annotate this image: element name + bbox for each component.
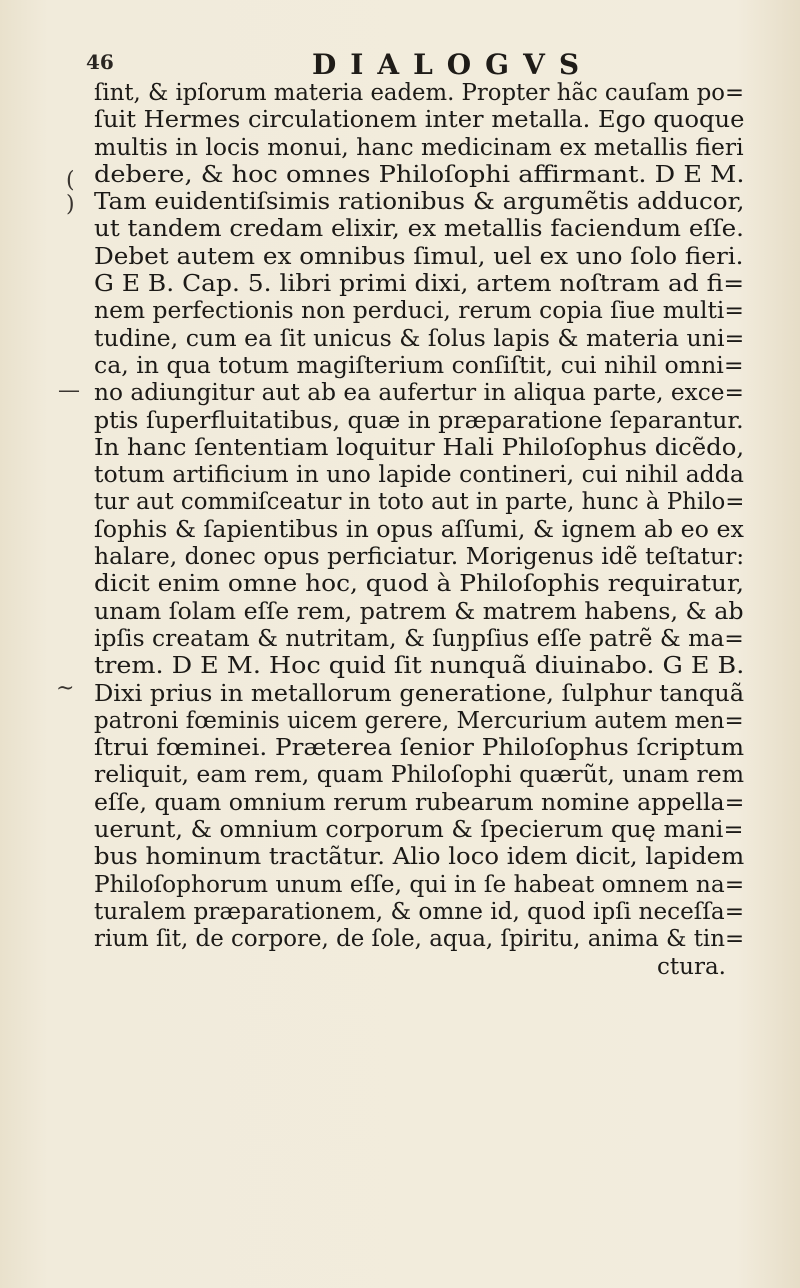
text-line: uerunt, & omnium corporum & ſpecierum quę mani=	[94, 817, 744, 844]
text-line: Dixi prius in metallorum generatione, ſulphur tanquã	[94, 680, 745, 707]
text-line: tur aut commiſceatur in toto aut in parte, hunc à Philo=	[94, 489, 745, 516]
text-line: nem perfectionis non perduci, rerum copia ſiue multi=	[94, 298, 744, 325]
text-line: G E B. Cap. 5. libri primi dixi, artem noſtram ad fi=	[94, 271, 745, 298]
text-line: Philoſophorum unum eſſe, qui in ſe habeat omnem na=	[94, 871, 745, 898]
running-head: DIALOGVS	[312, 48, 594, 81]
text-line: eſſe, quam omnium rerum rubearum nomine appella=	[94, 789, 745, 816]
text-line: trem. D E M. Hoc quid ſit nunquã diuinabo. G E B.	[94, 653, 745, 680]
page-number: 46	[86, 50, 114, 74]
body-text	[94, 80, 744, 981]
text-line: ſuit Hermes circulationem inter metalla. Ego quoque	[94, 107, 745, 134]
catchword: ctura.	[657, 953, 726, 980]
text-line: ſint, & ipſorum materia eadem. Propter hãc cauſam po=	[94, 80, 745, 106]
text-line: tudine, cum ea ſit unicus & ſolus lapis & materia uni=	[94, 325, 745, 352]
margin-bracket-open: (	[66, 168, 75, 193]
text-line: rium ſit, de corpore, de ſole, aqua, ſpiritu, anima & tin=	[94, 926, 745, 953]
text-line: no adiungitur aut ab ea aufertur in aliqua parte, exce=	[94, 380, 745, 407]
text-line: ſtrui fœminei. Præterea ſenior Philoſophus ſcriptum	[94, 735, 745, 762]
text-line: ut tandem credam elixir, ex metallis faciendum eſſe.	[94, 216, 744, 243]
text-line: Debet autem ex omnibus ſimul, uel ex uno ſolo fieri.	[94, 243, 744, 270]
text-line: ptis ſuperfluitatibus, quæ in præparatione ſeparantur.	[94, 407, 744, 434]
text-line: debere, & hoc omnes Philoſophi affirmant. D E M.	[94, 161, 745, 188]
text-line: turalem præparationem, & omne id, quod ipſi neceſſa=	[94, 898, 745, 925]
text-line: totum artificium in uno lapide contineri, cui nihil adda	[94, 462, 744, 489]
margin-dash: —	[58, 378, 80, 403]
text-line: patroni fœminis uicem gerere, Mercurium autem men=	[94, 707, 744, 734]
text-line: ipſis creatam & nutritam, & ſuŋpſius eſſe patrẽ & ma=	[94, 625, 744, 652]
text-line: ca, in qua totum magiſterium conſiſtit, cui nihil omni=	[94, 352, 744, 379]
text-line: ſophis & ſapientibus in opus aſſumi, & ignem ab eo ex	[94, 516, 744, 543]
text-line: unam ſolam eſſe rem, patrem & matrem habens, & ab	[94, 598, 744, 625]
text-line: halare, donec opus perficiatur. Morigenus idẽ teſtatur:	[94, 544, 745, 571]
text-line: dicit enim omne hoc, quod à Philoſophis requiratur,	[94, 571, 745, 598]
margin-tilde: ~	[56, 676, 75, 701]
text-line: In hanc ſententiam loquitur Hali Philoſophus dicẽdo,	[94, 434, 745, 461]
margin-bracket-close: )	[66, 192, 75, 217]
text-line: Tam euidentiſsimis rationibus & argumẽtis adducor,	[94, 189, 745, 216]
text-line: multis in locis monui, hanc medicinam ex metallis fieri	[94, 134, 744, 161]
text-line: bus hominum tractãtur. Alio loco idem dicit, lapidem	[94, 844, 745, 871]
text-line: reliquit, eam rem, quam Philoſophi quærũt, unam rem	[94, 762, 745, 789]
